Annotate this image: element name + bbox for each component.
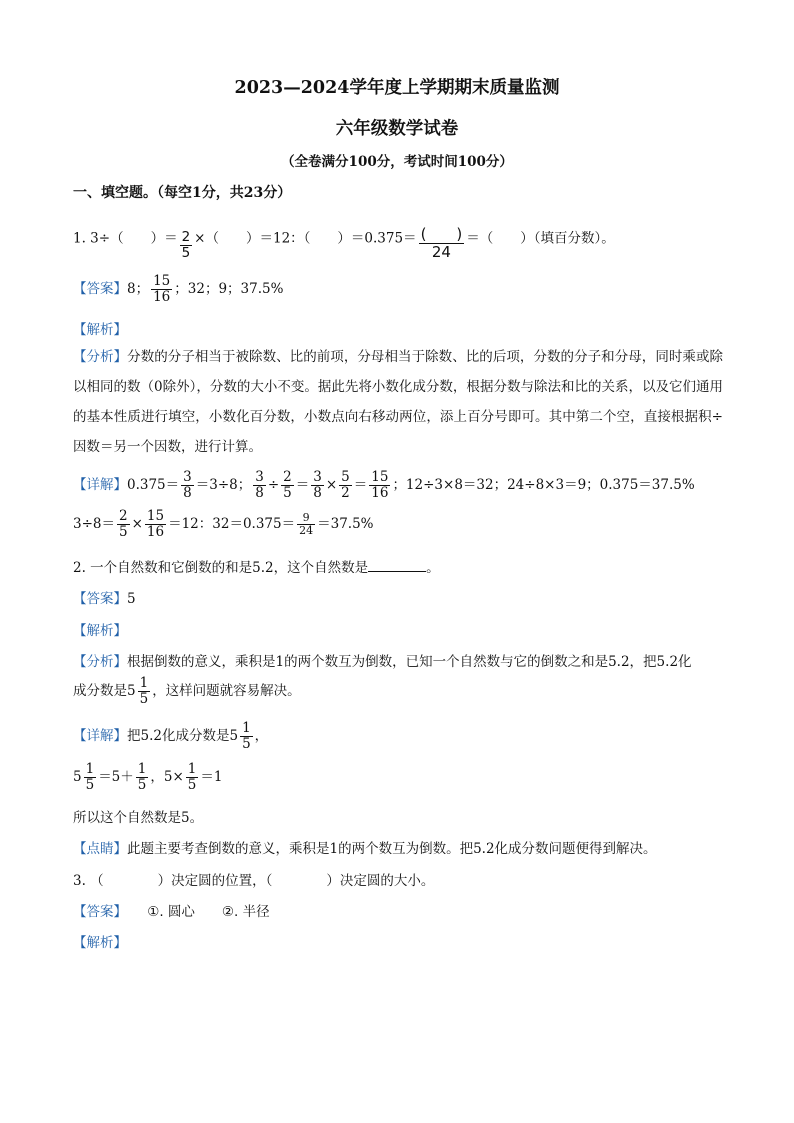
q1-detail-line1 — [73, 470, 695, 501]
q1-d2-a: 3÷8＝ — [73, 515, 115, 532]
fraction: $\frac{1}{5}$ — [85, 761, 95, 793]
q1-d1-c: ÷ — [267, 476, 280, 493]
q3-answer — [73, 900, 270, 920]
q3-analysis-label: 【解析】 — [73, 935, 127, 951]
exam-title: 2023—2024学年度上学期期末质量监测 — [234, 78, 560, 98]
q3-stem: 3. （ ）决定圆的位置，（ ）决定圆的大小。 — [73, 873, 435, 889]
q1-d2-c: ＝12：32＝0.375＝ — [168, 515, 296, 532]
q2-stem — [73, 556, 440, 576]
fraction: $\frac{3}{8}$ — [255, 469, 264, 501]
q2-answer-value: 5 — [127, 591, 136, 607]
q1-d1-a: 0.375＝ — [127, 476, 180, 493]
fraction: $\frac{1}{5}$ — [137, 761, 147, 793]
q1-stem-part2: ×（ ）＝12：（ ）＝0.375＝ — [194, 230, 417, 247]
q2-fenxi-b2: ，这样问题就容易解决。 — [152, 682, 301, 699]
q1-fenxi-text: 分数的分子相当于被除数、比的前项，分母相当于除数、比的后项，分数的分子和分母，同时乘或除以相同的数（0除外），分数的大小不变。据此先将小数化成分数，根据分数与除法和比的关系，以及它们通用的基本性质进行填空，小数化百分数，小数点向右移动两位，添上百分号即可。其中第二个空，直接根据积÷因数＝另一个因数，进行计算。 — [73, 349, 724, 455]
q2-analysis-label: 【解析】 — [73, 623, 127, 639]
q2-eq-b: ＝5＋ — [98, 768, 134, 785]
q1-answer — [73, 274, 283, 305]
fraction: $\frac{1}{5}$ — [187, 761, 197, 793]
q2-fenxi-line1 — [73, 650, 692, 670]
q1-stem-part1: 1. 3÷（ ）＝ — [73, 230, 178, 247]
exam-note: （全卷满分100分，考试时间100分） — [281, 154, 513, 170]
fraction: $\frac{3}{8}$ — [183, 469, 192, 501]
detail-label: 【详解】 — [73, 727, 127, 744]
q2-eq-d: ＝1 — [200, 768, 223, 785]
q1-stem — [73, 226, 615, 260]
q2-fenxi-a: 根据倒数的意义，乘积是1的两个数互为倒数，已知一个自然数与它的倒数之和是5.2，把5.2化 — [127, 654, 692, 670]
q1-d1-g: ；12÷3×8＝32；24÷8×3＝9；0.375＝37.5% — [392, 476, 695, 493]
q2-detail — [73, 721, 268, 752]
q1-d2-d: ＝37.5% — [317, 515, 374, 532]
fenxi-label: 【分析】 — [73, 654, 127, 670]
fraction: $\frac{3}{8}$ — [313, 469, 322, 501]
fraction: $\frac{1}{5}$ — [139, 675, 149, 707]
q2-eq-a: 5 — [73, 768, 82, 785]
q1-detail-line2 — [73, 509, 374, 540]
fraction: $\frac{15}{16}$ — [146, 508, 165, 540]
q1-d1-b: ＝3÷8； — [195, 476, 252, 493]
fraction: $\frac{1}{5}$ — [242, 720, 251, 752]
section-title: 一、填空题。（每空1分，共23分） — [73, 185, 292, 201]
q2-detail-a: 把5.2化成分数是5 — [127, 727, 239, 744]
q1-fenxi — [73, 342, 723, 462]
fenxi-label: 【分析】 — [73, 349, 128, 365]
q1-d1-d: ＝ — [295, 476, 310, 493]
q2-conclusion: 所以这个自然数是5。 — [73, 810, 204, 826]
answer-label: 【答案】 — [73, 904, 121, 920]
q2-answer — [73, 587, 136, 607]
q2-comment-text: 此题主要考查倒数的意义，乘积是1的两个数互为倒数。把5.2化成分数问题便得到解决。 — [127, 841, 657, 857]
q1-analysis-label: 【解析】 — [73, 322, 127, 338]
q2-equation — [73, 762, 222, 793]
q2-detail-a2: ， — [254, 727, 269, 744]
fraction: $\frac{5}{2}$ — [341, 469, 350, 501]
answer-label: 【答案】 — [73, 591, 127, 607]
q1-d2-b: × — [131, 515, 143, 532]
fraction: $\frac{2}{5}$ — [119, 508, 128, 540]
q3-answer-value: ①. 圆心 ②. 半径 — [120, 904, 270, 920]
q2-fenxi-line2 — [73, 676, 301, 707]
answer-label: 【答案】 — [73, 280, 127, 297]
q2-stem-end: 。 — [426, 560, 440, 576]
fraction: $\frac{9}{24}$ — [299, 510, 314, 537]
q1-answer-a: 8； — [127, 280, 150, 297]
answer-blank — [368, 559, 426, 572]
q2-stem-text: 2. 一个自然数和它倒数的和是5.2，这个自然数是 — [73, 560, 369, 576]
q1-d1-f: ＝ — [353, 476, 368, 493]
q1-fraction-2: $\frac{( )}{24}$ — [420, 225, 463, 261]
q2-fenxi-b1: 成分数是5 — [73, 682, 136, 699]
fraction: $\frac{15}{16}$ — [371, 469, 389, 501]
q2-eq-c: ，5× — [150, 768, 184, 785]
detail-label: 【详解】 — [73, 476, 127, 493]
comment-label: 【点睛】 — [73, 841, 127, 857]
q1-answer-b: ；32；9；37.5% — [174, 280, 284, 297]
q1-stem-part3: ＝（ ）（填百分数）。 — [466, 230, 615, 247]
q1-answer-fraction: $\frac{15}{16}$ — [153, 273, 171, 305]
exam-subtitle: 六年级数学试卷 — [335, 119, 459, 139]
q1-d1-e: × — [325, 476, 338, 493]
q1-fraction-1: $\frac{2}{5}$ — [181, 228, 191, 261]
fraction: $\frac{2}{5}$ — [283, 469, 292, 501]
q2-comment — [73, 837, 657, 857]
